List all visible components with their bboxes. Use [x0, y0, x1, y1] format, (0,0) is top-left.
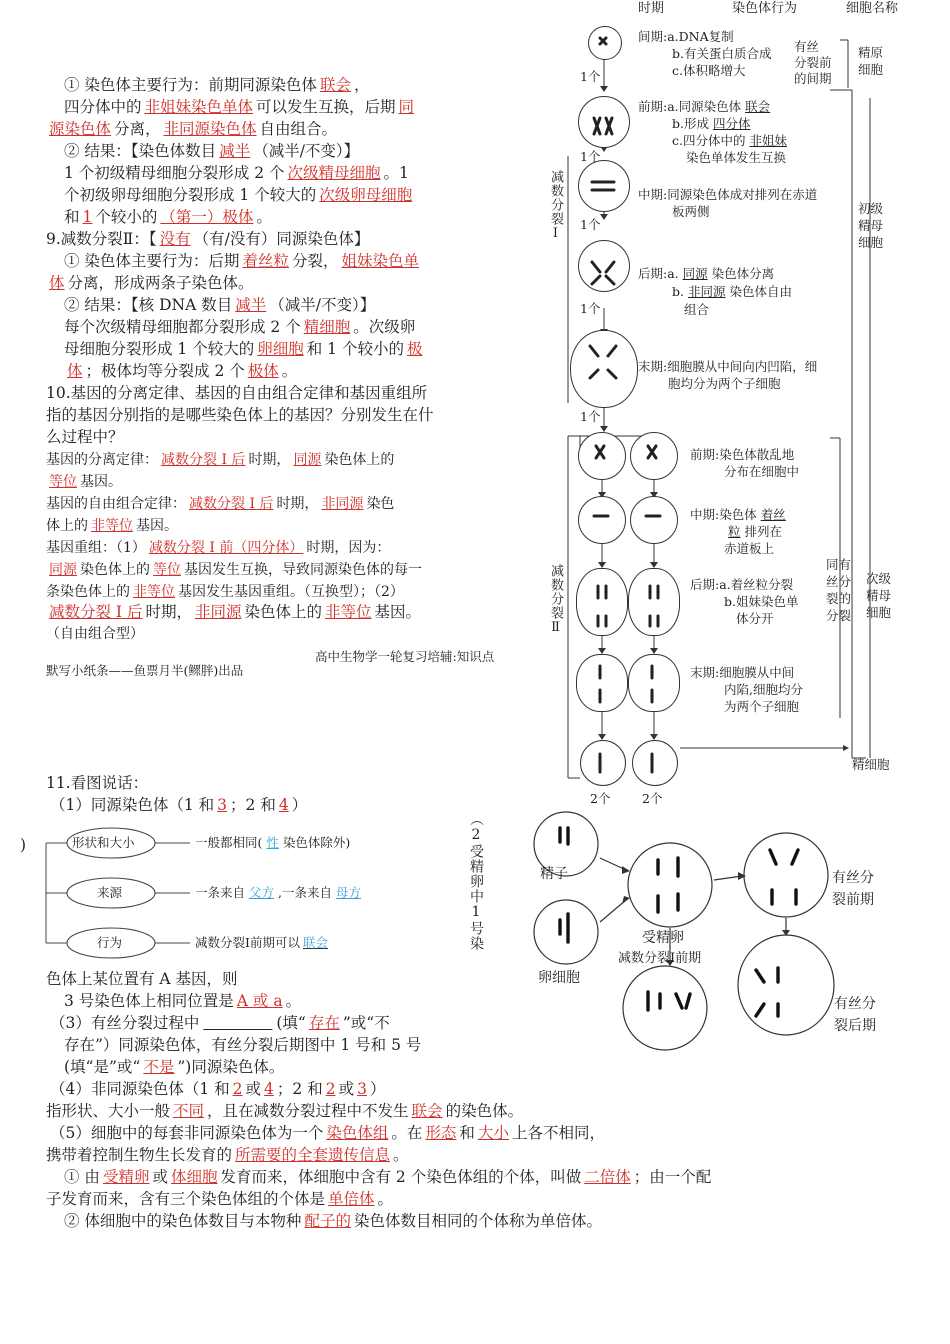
m1-anaphase-a: 后期:a. 同源 染色体分离: [638, 266, 775, 281]
m2-anaphase-1: 后期:a.着丝粒分裂: [690, 577, 794, 592]
paren-mark: ): [20, 836, 27, 854]
secondary-2: 精母: [866, 588, 892, 603]
count-2-a: 2个: [590, 791, 611, 806]
gene-6: 同源 染色体上的 等位 基因发生互换，导致同源染色体的每一: [49, 562, 422, 578]
box-source-text: 一条来自 父方 ,一条来自 母方: [195, 885, 362, 900]
m2-anaphase-3: 体分开: [736, 611, 774, 626]
primary-2: 精母: [858, 218, 884, 233]
m1-telophase-2: 胞均分为两个子细胞: [668, 376, 781, 391]
line-15: 10.基因的分离定律、基因的自由组合定律和基因重组所: [46, 384, 428, 402]
m2-metaphase-3: 赤道板上: [724, 541, 775, 556]
m2-metaphase-2: 粒 排列在: [728, 524, 783, 539]
m1-prophase-a: 前期:a.同源染色体 联会: [638, 99, 771, 114]
egg-caption: 卵细胞: [538, 970, 580, 986]
section-11-title: 11.看图说话：: [46, 774, 149, 792]
m1-telophase-1: 末期:细胞膜从中间向内凹陷，细: [638, 359, 818, 374]
line-8: 9.减数分裂Ⅱ：【 没有 （有/没有）同源染色体】: [46, 230, 370, 248]
count-1-d: 1个: [580, 301, 601, 316]
count-1-a: 1个: [580, 69, 601, 84]
inter-2: b.有关蛋白质合成: [672, 46, 772, 61]
gene-7: 条染色体上的 非等位 基因发生基因重组。（互换型）；（2）: [46, 584, 404, 600]
primary-3: 细胞: [858, 235, 884, 250]
q3-line-2: 存在”）同源染色体，有丝分裂后期图中 1 号和 5 号: [64, 1036, 422, 1054]
m2-anaphase-2: b.姐妹染色单: [724, 594, 799, 609]
line-13: 母细胞分裂形成 1 个较大的 卵细胞 和 1 个较小的 极: [64, 340, 423, 358]
m2-prophase-2: 分布在细胞中: [724, 464, 800, 479]
credit-line-2: 默写小纸条——鱼票月半(鳏胖)出品: [46, 663, 244, 678]
count-1-b: 1个: [580, 149, 601, 164]
m1-metaphase-1: 中期:同源染色体成对排列在赤道: [638, 187, 818, 202]
m1-anaphase-b: b. 非同源 染色体自由: [672, 284, 793, 299]
inter-1: 间期:a.DNA复制: [638, 29, 734, 44]
gene-2: 等位 基因。: [49, 474, 122, 490]
q3-line-1: （3）有丝分裂过程中 (填“ 存在 ”或“不: [50, 1014, 390, 1032]
count-2-b: 2个: [642, 791, 663, 806]
box-shape-size-text: 一般都相同( 性 染色体除外): [195, 835, 351, 850]
line-16: 指的基因分别指的是哪些染色体上的基因？分别发生在什: [46, 406, 434, 424]
m1-metaphase-2: 板两侧: [672, 204, 710, 219]
m2-prophase-1: 前期:染色体散乱地: [690, 447, 795, 462]
line-5: 1 个初级精母细胞分裂形成 2 个 次级精母细胞 。1: [64, 164, 409, 182]
line-4: ② 结果：【染色体数目 减半 （减半/不变）】: [64, 142, 360, 160]
m1-prophase-b: b.形成 四分体: [672, 116, 751, 131]
primary-1: 初级: [858, 201, 884, 216]
q6-line-1: ① 由 受精卵 或 体细胞 发育而来，体细胞中含有 2 个染色体组的个体，叫做 二倍体 ；由一个配: [64, 1168, 712, 1186]
line-7: 和 1 个较小的 （第一）极体 。: [64, 208, 272, 226]
m2-telophase-2: 内陷,细胞均分: [724, 682, 803, 697]
same-2: 丝分: [826, 574, 852, 589]
meiosis-1-label: 减数分裂Ⅰ: [548, 170, 563, 242]
secondary-3: 细胞: [866, 605, 892, 620]
box-behavior-text: 减数分裂Ⅰ前期可以 联会: [195, 935, 328, 950]
same-4: 分裂: [826, 608, 852, 623]
secondary-1: 次级: [866, 571, 892, 586]
gene-9: （自由组合型）: [46, 626, 144, 642]
m1-prophase-d: 染色单体发生互换: [686, 150, 787, 165]
line-6: 个初级卵母细胞分裂形成 1 个较大的 次级卵母细胞: [64, 186, 413, 204]
credit-line-1: 高中生物学一轮复习培辅:知识点: [315, 649, 495, 664]
gene-3: 基因的自由组合定律： 减数分裂 Ⅰ 后 时期， 非同源 染色: [46, 496, 395, 512]
line-11: ② 结果：【核 DNA 数目 减半 （减半/不变）】: [64, 296, 376, 314]
mitosis-anaphase-2: 裂后期: [834, 1018, 876, 1034]
mitosis-anaphase-1: 有丝分: [834, 996, 876, 1012]
before-3: 的间期: [794, 71, 832, 86]
m2-metaphase-1: 中期:染色体 着丝: [690, 507, 786, 522]
count-1-e: 1个: [580, 409, 601, 424]
sperm-label: 精细胞: [852, 757, 890, 772]
same-3: 裂的: [826, 591, 852, 606]
mitosis-prophase-2: 裂前期: [832, 892, 874, 908]
q2-line-2: 3 号染色体上相同位置是 A 或 a 。: [64, 992, 302, 1010]
m1-prophase-c: c.四分体中的 非姐妹: [672, 133, 787, 148]
line-14: 体 ；极体均等分裂成 2 个 极体 。: [67, 362, 298, 380]
gene-5: 基因重组：（1） 减数分裂 Ⅰ 前（四分体） 时期，因为：: [46, 540, 391, 556]
gene-1: 基因的分离定律： 减数分裂 Ⅰ 后 时期， 同源 染色体上的: [46, 452, 395, 468]
q2-vertical-text: （2受精卵中1号染: [468, 812, 484, 951]
line-3: 源染色体 分离， 非同源染色体 自由组合。: [49, 120, 338, 138]
q7-line: ② 体细胞中的染色体数目与本物种 配子的 染色体数目相同的个体称为单倍体。: [64, 1212, 602, 1230]
m2-telophase-1: 末期:细胞膜从中间: [690, 665, 795, 680]
line-17: 么过程中？: [46, 428, 124, 446]
sperm-caption: 精子: [540, 866, 568, 882]
header-cell-name: 细胞名称: [846, 1, 899, 16]
inter-3: c.体积略增大: [672, 63, 746, 78]
q3-line-3: (填“是”或“ 不是 ”)同源染色体。: [64, 1058, 285, 1076]
q4-line-1: （4）非同源染色体（1 和 2 或 4 ；2 和 2 或 3 ）: [50, 1080, 386, 1098]
meiosis-prophase-caption: 减数分裂Ⅰ前期: [618, 951, 702, 966]
count-1-c: 1个: [580, 217, 601, 232]
line-10: 体 分离，形成两条子染色体。: [49, 274, 254, 292]
line-1: ① 染色体主要行为：前期同源染色体 联会 ，: [64, 76, 370, 94]
header-behavior: 染色体行为: [732, 1, 798, 16]
header-period: 时期: [638, 1, 665, 16]
line-9: ① 染色体主要行为：后期 着丝粒 分裂， 姐妹染色单: [64, 252, 419, 270]
line-2: 四分体中的 非姐妹染色单体 可以发生互换，后期 同: [64, 98, 415, 116]
spermatogonia-2: 细胞: [858, 62, 884, 77]
meiosis-2-label: 减数分裂Ⅱ: [548, 564, 563, 636]
before-1: 有丝: [794, 39, 820, 54]
box-shape-size: 形状和大小: [72, 835, 135, 850]
before-2: 分裂前: [794, 55, 832, 70]
line-12: 每个次级精母细胞都分裂形成 2 个 精细胞 。次级卵: [64, 318, 416, 336]
q5-line-2: 携带着控制生物生长发育的 所需要的全套遗传信息 。: [46, 1146, 409, 1164]
m1-anaphase-c: 组合: [684, 302, 710, 317]
box-behavior: 行为: [97, 935, 123, 950]
m2-telophase-3: 为两个子细胞: [724, 699, 800, 714]
q1-line: （1）同源染色体（1 和 3 ；2 和 4 ）: [50, 796, 308, 814]
gene-4: 体上的 非等位 基因。: [46, 518, 178, 534]
same-1: 同有: [826, 557, 852, 572]
q5-line-1: （5）细胞中的每套非同源染色体为一个 染色体组 。在 形态 和 大小 上各不相同，: [50, 1124, 605, 1142]
box-source: 来源: [97, 885, 123, 900]
q2-line-1: 色体上某位置有 A 基因，则: [46, 970, 238, 988]
spermatogonia-1: 精原: [858, 45, 884, 60]
q6-line-2: 子发育而来，含有三个染色体组的个体是 单倍体 。: [46, 1190, 394, 1208]
gene-8: 减数分裂 Ⅰ 后 时期， 非同源 染色体上的 非等位 基因。: [49, 603, 422, 621]
mitosis-prophase-1: 有丝分: [832, 870, 874, 886]
q4-line-2: 指形状、大小一般 不同 ，且在减数分裂过程中不发生 联会 的染色体。: [46, 1102, 524, 1120]
zygote-caption: 受精卵: [642, 930, 684, 946]
